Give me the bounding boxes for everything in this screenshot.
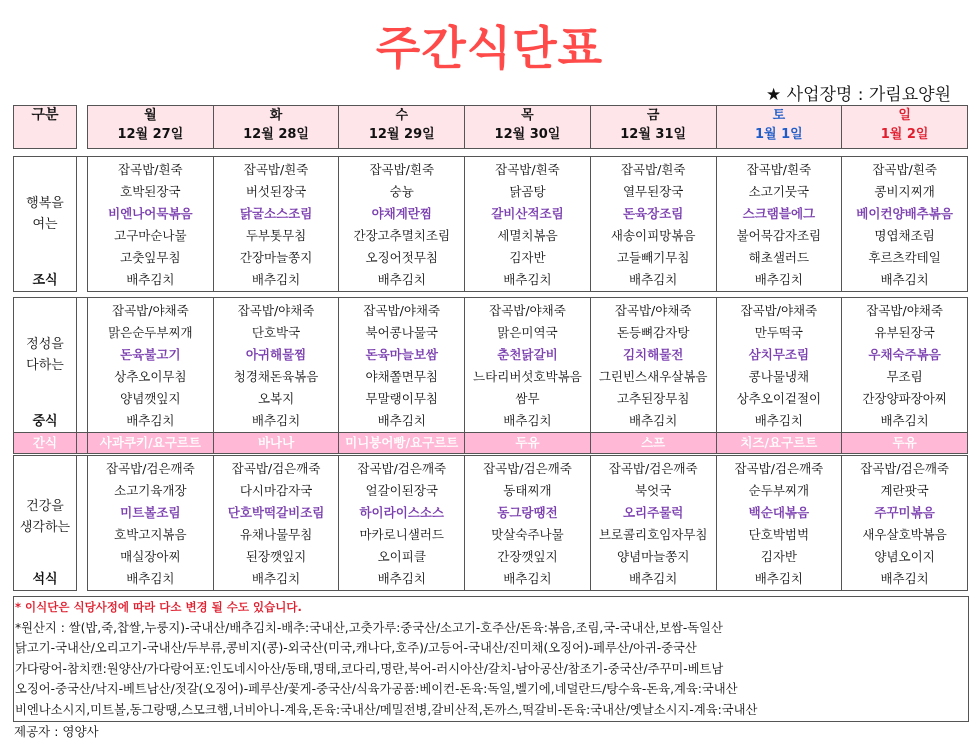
breakfast-menu-fri [590, 157, 716, 292]
menu-item: 오복지 [257, 391, 295, 406]
day-header-tue: 화 12월 28일 [213, 106, 339, 149]
menu-item: 브로콜리호임자무침 [598, 527, 708, 542]
menu-item: 배추김치 [754, 272, 804, 287]
lunch-table [13, 297, 968, 454]
dinner-menu-thu [465, 456, 591, 591]
page-title: 주간식단표 [375, 21, 604, 75]
menu-item: 잡곡밥/야채죽 [740, 303, 818, 318]
menu-item: 잡곡밥/검은깨죽 [483, 461, 572, 476]
snack-item-fri: 스프 [590, 433, 716, 454]
menu-item: 동그랑땡전 [497, 505, 558, 520]
snack-item-thu: 두유 [465, 433, 591, 454]
menu-item: 잡곡밥/검은깨죽 [860, 461, 949, 476]
menu-item: 배추김치 [251, 272, 301, 287]
menu-item: 단호박국 [251, 325, 301, 340]
menu-item: 배추김치 [503, 272, 552, 287]
menu-item: 잡곡밥/야채죽 [237, 303, 315, 318]
dinner-menu-tue [213, 456, 339, 591]
menu-item: 동태찌개 [503, 483, 552, 498]
menu-item: 배추김치 [251, 571, 301, 586]
menu-item: 스크램블에그 [742, 206, 816, 221]
menu-item: 미트볼조림 [120, 505, 181, 520]
menu-item: 순두부찌개 [748, 483, 810, 498]
menu-item: 새송이피망볶음 [610, 228, 696, 243]
breakfast-table [13, 156, 968, 292]
menu-item: 야채계란찜 [371, 206, 432, 221]
menu-item: 양념오이지 [874, 549, 935, 564]
snack-item-wed: 미니붕어빵/요구르트 [339, 433, 465, 454]
snack-name: 간식 [14, 433, 77, 454]
snack-item-sat: 치즈/요구르트 [716, 433, 842, 454]
menu-item: 고들빼기무침 [616, 250, 690, 265]
menu-item: 배추김치 [503, 571, 552, 586]
breakfast-menu-thu [465, 157, 591, 292]
menu-item: 배추김치 [503, 413, 552, 428]
menu-item: 배추김치 [126, 413, 175, 428]
menu-item: 돈육불고기 [120, 347, 181, 362]
breakfast-menu-wed [339, 157, 465, 292]
dinner-menu-mon [88, 456, 214, 591]
dinner-name: 석식 [32, 572, 58, 587]
menu-item: 잡곡밥/흰죽 [495, 162, 560, 177]
menu-item: 배추김치 [251, 413, 301, 428]
lunch-menu-sun [842, 298, 968, 433]
menu-item: 배추김치 [629, 413, 678, 428]
menu-item: 고구마순나물 [114, 228, 187, 243]
menu-item: 비엔나어묵볶음 [108, 206, 193, 221]
dinner-menu-sun [842, 456, 968, 591]
snack-item-sun: 두유 [842, 433, 968, 454]
origin-line-5: 비엔나소시지,미트볼,동그랑땡,스모크햄,너비아니-계육,돈육:국내산/메밀전병,갈비산적,돈까스,떡갈비-돈육:국내산/옛날소시지-계육:국내산 [15, 702, 758, 717]
menu-item: 오리주물럭 [622, 505, 684, 520]
menu-item: 배추김치 [880, 272, 929, 287]
menu-item: 배추김치 [126, 571, 175, 586]
header-label: 구분 [14, 106, 77, 149]
day-header-fri: 금 12월 31일 [590, 106, 716, 149]
menu-item: 잡곡밥/흰죽 [243, 162, 309, 177]
site-name: ★ 사업장명 : 가림요양원 [766, 85, 951, 105]
menu-item: 갈비산적조림 [491, 206, 564, 221]
menu-item: 돈육마늘보쌈 [365, 347, 438, 362]
dinner-menu-wed [339, 456, 465, 591]
lunch-menu-sat [716, 298, 842, 433]
menu-item: 배추김치 [629, 571, 678, 586]
menu-item: 오징어젓무침 [365, 250, 438, 265]
breakfast-menu-sun [842, 157, 968, 292]
menu-item: 춘천닭갈비 [497, 347, 558, 362]
menu-item: 소고기육개장 [114, 483, 187, 498]
menu-item: 그린빈스새우살볶음 [598, 369, 708, 384]
menu-item: 잡곡밥/검은깨죽 [105, 461, 195, 476]
menu-item: 베이컨양배추볶음 [856, 206, 953, 221]
dinner-label: 건강을 생각하는 석식 [14, 456, 77, 591]
dinner-menu-sat [716, 456, 842, 591]
day-header-thu: 목 12월 30일 [465, 106, 591, 149]
menu-item: 주꾸미볶음 [874, 505, 935, 520]
breakfast-name: 조식 [32, 273, 58, 288]
menu-item: 양념깻잎지 [120, 391, 181, 406]
menu-item: 새우살호박볶음 [862, 527, 947, 542]
menu-item: 배추김치 [377, 413, 426, 428]
menu-item: 상추오이겉절이 [736, 391, 822, 406]
dinner-menu-fri [590, 456, 716, 591]
menu-item: 북엇국 [635, 483, 672, 498]
menu-item: 호박고지볶음 [114, 527, 187, 542]
menu-item: 무조림 [886, 369, 923, 384]
menu-item: 배추김치 [880, 413, 929, 428]
origin-line-3: 가다랑어-참치캔:원양산/가다랑어포:인도네시아산/동태,명태,코다리,명란,북어-러시아산/갈치-남아공산/참조기-중국산/주꾸미-베트남 [15, 661, 724, 676]
menu-item: 잡곡밥/흰죽 [620, 162, 686, 177]
menu-item: 쌈무 [515, 391, 540, 406]
menu-item: 단호박떡갈비조림 [227, 505, 325, 520]
menu-item: 고추된장무침 [616, 391, 690, 406]
menu-item: 배추김치 [754, 571, 804, 586]
menu-item: 오이피클 [377, 549, 426, 564]
lunch-menu-thu [465, 298, 591, 433]
menu-item: 후르츠칵테일 [868, 250, 941, 265]
menu-item: 잡곡밥/야채죽 [614, 303, 692, 318]
menu-item: 닭굴소스조림 [239, 206, 313, 221]
menu-item: 돈육장조림 [622, 206, 684, 221]
snack-item-mon: 사과쿠키/요구르트 [88, 433, 214, 454]
menu-item: 간장고추멸치조림 [353, 228, 451, 243]
menu-item: 김치해물전 [622, 347, 684, 362]
breakfast-menu-tue [213, 157, 339, 292]
menu-item: 무말랭이무침 [365, 391, 438, 406]
menu-item: 해초샐러드 [748, 250, 810, 265]
menu-item: 청경채돈육볶음 [233, 369, 319, 384]
menu-item: 느타리버섯호박볶음 [473, 369, 582, 384]
menu-item: 맑은순두부찌개 [108, 325, 193, 340]
menu-item: 배추김치 [377, 272, 426, 287]
menu-item: 잡곡밥/검은깨죽 [357, 461, 447, 476]
snack-item-tue: 바나나 [213, 433, 339, 454]
breakfast-label: 행복을 여는 조식 [14, 157, 77, 292]
breakfast-menu-sat [716, 157, 842, 292]
menu-item: 잡곡밥/야채죽 [363, 303, 441, 318]
day-header-wed: 수 12월 29일 [339, 106, 465, 149]
origin-line-4: 오징어-중국산/낙지-베트남산/젓갈(오징어)-페루산/꽃게-중국산/식육가공품:베이컨-돈육:독일,벨기에,네덜란드/탕수육-돈육,계육:국내산 [15, 682, 738, 696]
menu-item: 유채나물무침 [239, 527, 313, 542]
menu-item: 상추오이무침 [114, 369, 187, 384]
menu-item: 김자반 [760, 549, 797, 564]
menu-item: 닭곰탕 [509, 184, 546, 199]
lunch-menu-fri [590, 298, 716, 433]
menu-item: 된장깻잎지 [245, 549, 307, 564]
menu-item: 불어묵감자조림 [736, 228, 822, 243]
breakfast-menu-mon [88, 157, 214, 292]
menu-item: 배추김치 [377, 571, 426, 586]
menu-item: 간장깻잎지 [497, 549, 558, 564]
menu-item: 김자반 [509, 250, 546, 265]
dinner-table [13, 455, 968, 591]
menu-item: 잡곡밥/검은깨죽 [608, 461, 698, 476]
menu-item: 다시마감자국 [239, 483, 313, 498]
menu-item: 매실장아찌 [120, 549, 181, 564]
menu-item: 맑은미역국 [497, 325, 558, 340]
menu-item: 얼갈이된장국 [365, 483, 438, 498]
menu-item: 버섯된장국 [245, 184, 307, 199]
menu-item: 하이라이스소스 [359, 505, 445, 520]
menu-item: 잡곡밥/흰죽 [746, 162, 812, 177]
provider: 제공자 : 영양사 [14, 724, 99, 739]
menu-item: 잡곡밥/흰죽 [369, 162, 435, 177]
menu-item: 배추김치 [629, 272, 678, 287]
menu-item: 잡곡밥/야채죽 [866, 303, 943, 318]
menu-item: 야채쫄면무침 [365, 369, 438, 384]
menu-item: 배추김치 [880, 571, 929, 586]
menu-item: 콩나물냉채 [748, 369, 810, 384]
menu-item: 단호박범벅 [748, 527, 810, 542]
origin-line-2: 닭고기-국내산/오리고기-국내산/두부류,콩비지(콩)-외국산(미국,캐나다,호주)/고등어-국내산/진미채(오징어)-페루산/아귀-중국산 [15, 641, 697, 655]
lunch-label: 정성을 다하는 중식 [14, 298, 77, 433]
day-header-sat: 토 1월 1일 [716, 106, 842, 149]
lunch-name: 중식 [32, 414, 58, 429]
menu-item: 간장양파장아찌 [862, 391, 947, 406]
menu-item: 간장마늘쫑지 [239, 250, 313, 265]
menu-item: 명엽채조림 [874, 228, 935, 243]
lunch-menu-wed [339, 298, 465, 433]
menu-item: 양념마늘쫑지 [616, 549, 690, 564]
menu-item: 돈등뼈감자탕 [616, 325, 690, 340]
menu-item: 숭늉 [389, 184, 414, 199]
notes-warning: * 이식단은 식당사정에 따라 다소 변경 될 수도 있습니다. [15, 600, 302, 614]
menu-item: 백순대볶음 [748, 505, 810, 520]
origin-line-1: *원산지 : 쌀(밥,죽,찹쌀,누룽지)-국내산/배추김치-배추:국내산,고춧가루:중국산/소고기-호주산/돈육:볶음,조림,국-국내산,보쌈-독일산 [15, 620, 723, 635]
menu-item: 콩비지찌개 [874, 184, 935, 199]
menu-item: 잡곡밥/검은깨죽 [734, 461, 824, 476]
lunch-menu-tue [213, 298, 339, 433]
menu-item: 배추김치 [126, 272, 175, 287]
menu-item: 호박된장국 [120, 184, 181, 199]
menu-item: 세멸치볶음 [497, 228, 558, 243]
header-table [13, 105, 968, 149]
day-header-mon: 월 12월 27일 [88, 106, 214, 149]
menu-item: 잡곡밥/흰죽 [118, 162, 183, 177]
menu-item: 만두떡국 [754, 325, 804, 340]
notes-box [13, 596, 969, 722]
menu-item: 계란팟국 [880, 483, 929, 498]
menu-item: 마카로니샐러드 [359, 527, 445, 542]
day-header-sun: 일 1월 2일 [842, 106, 968, 149]
menu-item: 배추김치 [754, 413, 804, 428]
menu-item: 삼치무조림 [748, 347, 810, 362]
menu-item: 열무된장국 [622, 184, 684, 199]
menu-item: 잡곡밥/검은깨죽 [231, 461, 321, 476]
menu-item: 고춧잎무침 [120, 250, 181, 265]
menu-item: 잡곡밥/흰죽 [872, 162, 937, 177]
menu-item: 두부톳무침 [245, 228, 307, 243]
menu-item: 북어콩나물국 [365, 325, 438, 340]
lunch-menu-mon [88, 298, 214, 433]
menu-item: 잡곡밥/야채죽 [112, 303, 189, 318]
menu-item: 맛살숙주나물 [491, 527, 564, 542]
menu-item: 우채숙주볶음 [868, 347, 941, 362]
menu-item: 잡곡밥/야채죽 [489, 303, 566, 318]
menu-item: 아귀해물찜 [245, 347, 307, 362]
menu-item: 소고기뭇국 [748, 184, 810, 199]
menu-item: 유부된장국 [874, 325, 935, 340]
